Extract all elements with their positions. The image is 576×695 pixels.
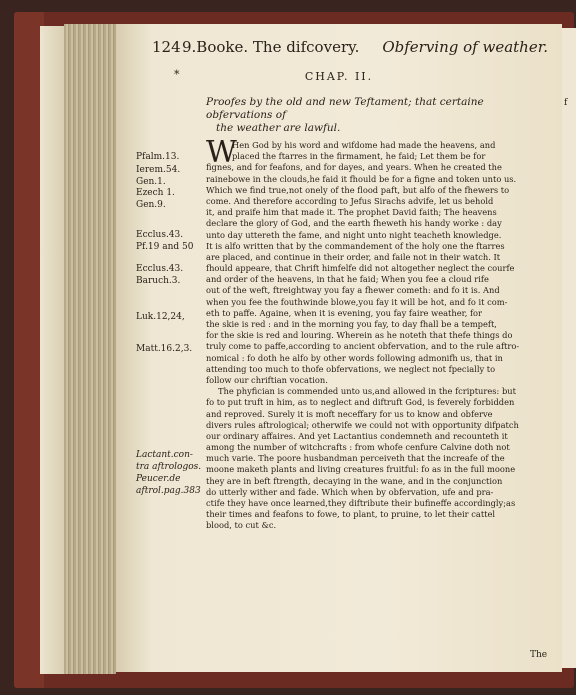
- margin-note: Ierem.54.: [136, 165, 181, 175]
- book-page: [116, 24, 562, 672]
- text-line: The phyfician is commended unto us,and allowed in the fcriptures: but: [218, 386, 516, 397]
- text-line: and order of the heavens, in that he faid; When you fee a cloud rife: [206, 274, 489, 285]
- ornament-asterisk: *: [174, 68, 180, 81]
- text-line: truly come to paffe,according to ancient obfervation, and to the rule aftro-: [206, 341, 520, 352]
- text-line: the skie is red : and in the morning you fay, to day fhall be a tempeft,: [206, 319, 497, 329]
- margin-note: Pf.19 and 50: [136, 242, 194, 252]
- text-line: our ordinary affaires. And yet Lactantius condemneth and recounteth it: [206, 430, 508, 441]
- text-line: follow our chriftian vocation.: [206, 374, 328, 385]
- catchword: The: [530, 650, 548, 660]
- text-line: blood, to cut &c.: [206, 520, 277, 531]
- page-number: 124: [152, 38, 181, 56]
- text-line: they are in beft ftrength, decaying in the wane, and in the conjunction: [206, 475, 503, 486]
- text-line: nomical : fo doth he alfo by other words following admonifh us, that in: [206, 352, 503, 363]
- summary-line: Proofes by the old and new Teftament; that certaine obfervations of: [206, 96, 484, 121]
- text-line: for the skie is red and louring. Wherein as he noteth that thefe things do: [206, 330, 513, 341]
- next-page-letter: f: [564, 98, 568, 108]
- text-line: fhould appeare, that Chrift himfelfe did not altogether neglect the courfe: [206, 263, 515, 274]
- margin-note: Ecclus.43.: [136, 264, 184, 274]
- text-line: come. And therefore according to Jefus Sirachs advife, let us behold: [206, 195, 494, 206]
- text-line: placed the ftarres in the firmament, he faid; Let them be for: [232, 151, 486, 162]
- text-line: moone maketh plants and living creatures fruitful: fo as in the full moone: [206, 464, 516, 475]
- text-line: declare the glory of God, and the earth fheweth his handy worke : day: [206, 218, 502, 229]
- margin-note: Peucer.de: [136, 474, 181, 484]
- margin-note: Ezech 1.: [136, 188, 175, 198]
- drop-cap-initial: W: [206, 140, 237, 170]
- text-line: It is alfo written that by the commandement of the holy one the ftarres: [206, 240, 505, 251]
- text-line: their times and feafons to fowe, to plant, to pruine, to let their cattel: [206, 509, 496, 520]
- margin-note: Pfalm.13.: [136, 152, 180, 162]
- running-title: 9.Booke. The difcovery.: [182, 38, 360, 56]
- text-line: and reproved. Surely it is moft neceffary for us to know and obferve: [206, 408, 493, 419]
- text-line: do utterly wither and fade. Which when by obfervation, ufe and pra-: [206, 486, 494, 497]
- margin-note: tra aftrologos.: [136, 462, 202, 472]
- header-right-title: Obferving of weather.: [382, 38, 548, 56]
- text-line: rainebowe in the clouds,he faid it fhould be for a figne and token unto us.: [206, 173, 517, 184]
- chapter-heading: CHAP. II.: [304, 70, 374, 83]
- text-line: among the number of witchcrafts : from whofe cenfure Calvine doth not: [206, 442, 510, 453]
- text-line: out of the weft, ftreightway you fay a fhewer cometh: and fo it is. And: [206, 285, 500, 296]
- page-block-edge: [40, 26, 64, 674]
- margin-note: aftrol.pag.383: [136, 486, 201, 496]
- fore-edge-pages: [64, 24, 116, 674]
- text-line: eth to paffe. Againe, when it is evening, you fay faire weather, for: [206, 307, 483, 318]
- text-line: when you fee the fouthwinde blowe,you fay it will be hot, and fo it com-: [206, 296, 508, 307]
- margin-note: Ecclus.43.: [136, 230, 184, 240]
- page-header: [152, 38, 548, 56]
- text-line: are placed, and continue in their order, and faile not in their watch. It: [206, 251, 501, 262]
- text-line: fo to put truft in him, as to neglect and diftruft God, is feverely forbidden: [206, 397, 515, 408]
- margin-note: Luk.12,24,: [136, 312, 185, 322]
- text-line: ctife they have once learned,they diftribute their bufineffe accordingly;as: [206, 498, 516, 508]
- text-line: divers rules aftrological; otherwife we could not with opportunity difpatch: [206, 419, 519, 430]
- margin-note: Baruch.3.: [136, 276, 181, 286]
- text-line: it, and praife him that made it. The prophet David faith; The heavens: [206, 207, 497, 218]
- text-line: attending too much to thofe obfervations, we neglect not fpecially to: [206, 363, 496, 374]
- margin-note: Gen.9.: [136, 200, 166, 210]
- next-page-sliver: [562, 28, 576, 668]
- margin-note: Matt.16.2,3.: [136, 344, 193, 354]
- text-line: much varie. The poore husbandman perceiveth that the increafe of the: [206, 453, 505, 464]
- margin-note: Gen.1.: [136, 177, 166, 187]
- text-line: Hen God by his word and wifdome had made the heavens, and: [232, 140, 496, 150]
- margin-note: Lactant.con-: [136, 450, 193, 460]
- summary-line: the weather are lawful.: [216, 122, 341, 134]
- body-text: [206, 140, 554, 532]
- text-line: unto day uttereth the fame, and night unto night teacheth knowledge.: [206, 229, 502, 240]
- chapter-summary: [206, 96, 546, 135]
- text-line: fignes, and for feafons, and for dayes, and years. When he created the: [206, 162, 502, 173]
- text-line: Which we find true,not onely of the flood paft, but alfo of the fhewers to: [206, 184, 510, 195]
